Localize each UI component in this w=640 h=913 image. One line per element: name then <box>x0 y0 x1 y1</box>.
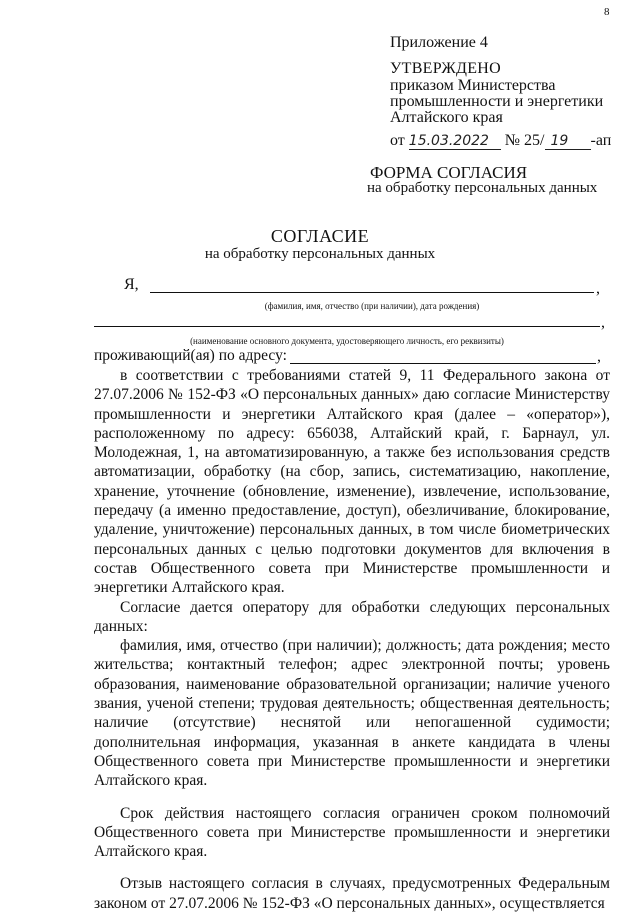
address-label: проживающий(ая) по адресу: <box>94 347 287 364</box>
appendix-label: Приложение 4 <box>390 34 488 51</box>
form-subtitle: на обработку персональных данных <box>367 180 598 196</box>
order-number-prefix: № 25/ <box>504 132 545 149</box>
order-reference <box>390 132 611 150</box>
paragraph-validity: Срок действия настоящего согласия ограничен сроком полномочий Общественного совета при Министерстве промышленности и энергетики Алтайского края. <box>94 804 610 861</box>
consent-body <box>94 366 610 913</box>
order-prefix: от <box>390 132 405 149</box>
order-issuer <box>390 78 603 126</box>
paragraph-data-list-intro: Согласие дается оператору для обработки следующих персональных данных: <box>94 598 610 635</box>
order-date-handwritten: 15.03.2022 <box>409 133 501 150</box>
fio-input-line[interactable] <box>150 292 594 293</box>
form-title: ФОРМА СОГЛАСИЯ <box>370 163 528 182</box>
ya-label: Я, <box>124 276 139 293</box>
address-input-line[interactable] <box>290 363 596 364</box>
identity-document-input-line[interactable] <box>94 326 600 327</box>
order-issuer-line: Алтайского края <box>390 109 503 126</box>
order-suffix: -ап <box>590 132 612 149</box>
paragraph-withdrawal: Отзыв настоящего согласия в случаях, предусмотренных Федеральным законом от 27.07.2006 № 152-ФЗ «О персональных данных», осуществляется <box>94 875 610 912</box>
fio-comma: , <box>596 280 600 297</box>
identity-document-caption: (наименование основного документа, удостоверяющего личность, его реквизиты) <box>190 336 504 346</box>
doc-comma: , <box>601 314 605 331</box>
paragraph-data-list: фамилия, имя, отчество (при наличии); должность; дата рождения; место жительства; контактный телефон; адрес электронной почты; уровень образования, наименование образовательной организации; наличие ученого звания, ученой степени; трудовая деятельность; общественная деятельность; наличие (отсутствие) неснятой или непогашенной судимости; дополнительная информация, указанная в анкете кандидата в члены Общественного совета при Министерстве промышленности и энергетики Алтайского края. <box>94 637 610 790</box>
fio-caption: (фамилия, имя, отчество (при наличии), дата рождения) <box>264 301 480 311</box>
approved-label: УТВЕРЖДЕНО <box>390 60 502 77</box>
address-comma: , <box>597 348 601 365</box>
paragraph-consent-basis: в соответствии с требованиями статей 9, 11 Федерального закона от 27.07.2006 № 152-ФЗ «О персональных данных» даю согласие Министерству промышленности и энергетики Алтайского края (далее – «оператор»), расположенному по адресу: 656038, Алтайский край, г. Барнаул, ул. Молодежная, 1, на автоматизированную, а также без использования средств автоматизации, обработку (на сбор, запись, систематизацию, накопление, хранение, уточнение (обновление, изменение), извлечение, использование, передачу (а именно предоставление, доступ), обезличивание, блокирование, удаление, уничтожение) персональных данных, в том числе биометрических персональных данных с целью подготовки документов для включения в состав Общественного совета при Министерстве промышленности и энергетики Алтайского края. <box>94 367 610 597</box>
page-number: 8 <box>604 6 610 18</box>
order-issuer-line: приказом Министерства <box>390 77 556 94</box>
order-issuer-line: промышленности и энергетики <box>390 93 604 110</box>
consent-subtitle: на обработку персональных данных <box>204 246 436 262</box>
consent-title: СОГЛАСИЕ <box>270 226 370 246</box>
order-number-handwritten: 19 <box>545 133 591 150</box>
